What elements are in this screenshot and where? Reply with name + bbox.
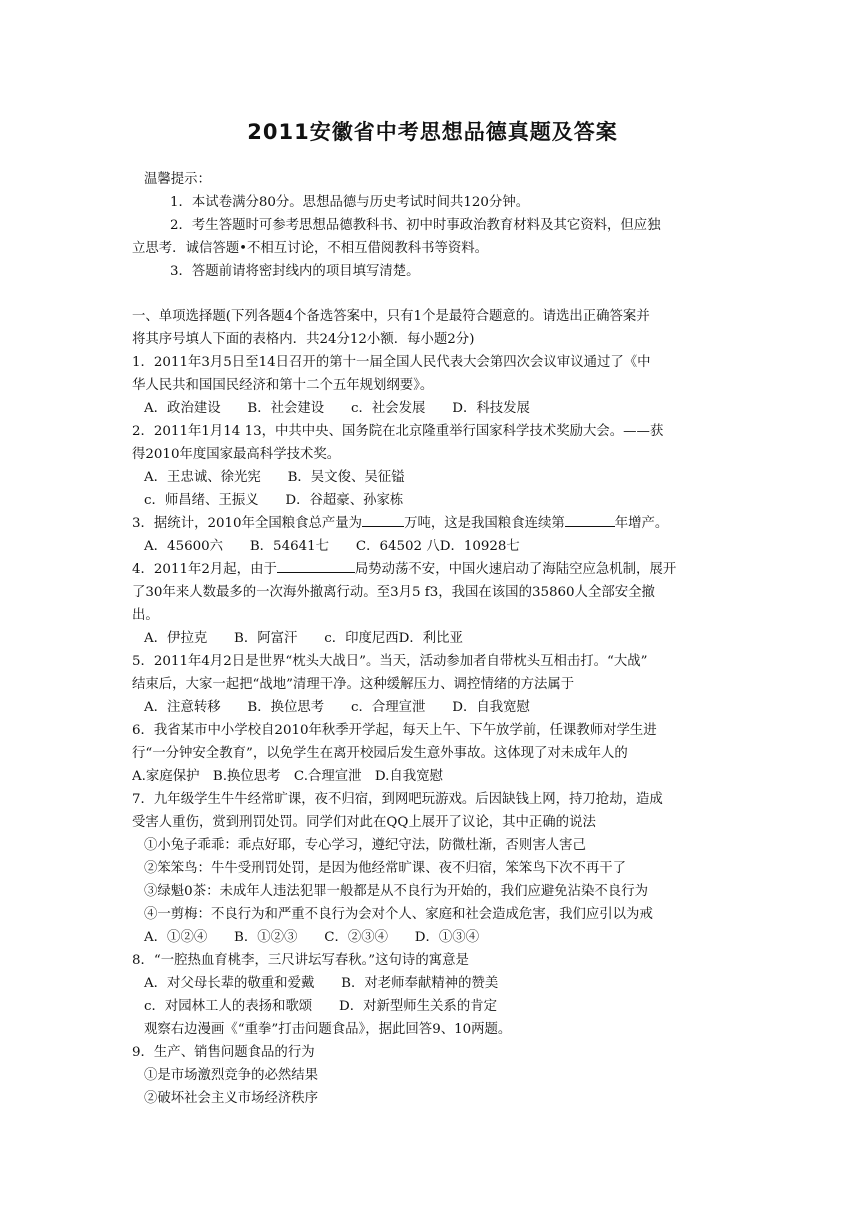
question-7-stem-b: 受害人重伤，赏到刑罚处罚。同学们对此在QQ上展开了议论，其中正确的说法 [132,815,596,830]
question-7-statement-1: ①小兔子乖乖：乖点好耶，专心学习，遵纪守法，防微杜渐，否则害人害己 [144,838,586,853]
question-3-stem-post: 年增产。 [614,516,669,531]
question-4-stem-c: 出。 [132,608,159,623]
question-2-stem-a: 2．2011年1月14 13，中共中央、国务院在北京隆重举行国家科学技术奖励大会。——获 [132,424,664,439]
question-7-statement-4: ④一剪梅：不良行为和严重不良行为会对个人、家庭和社会造成危害，我们应引以为戒 [144,907,653,922]
question-6-stem-b: 行“一分钟安全教育”，以免学生在离开校园后发生意外事故。这体现了对未成年人的 [132,746,628,761]
question-7-statement-2: ②笨笨鸟：牛牛受刑罚处罚，是因为他经常旷课、夜不归宿，笨笨鸟下次不再干了 [144,861,627,876]
question-9-statement-2: ②破坏社会主义市场经济秩序 [144,1091,319,1106]
question-3-stem-mid: 万吨，这是我国粮食连续第 [404,516,565,531]
answer-blank [362,526,404,527]
question-4-options: A．伊拉克 B．阿富汗 c．印度尼西D．利比亚 [144,631,463,646]
question-5-options: A．注意转移 B．换位思考 c．合理宣泄 D．自我宽慰 [144,700,530,715]
answer-blank [565,526,615,527]
question-4-stem-b: 了30年来人数最多的一次海外撤离行动。至3月5 f3，我国在该国的35860人全部安全撤 [132,585,655,600]
question-6-options: A.家庭保护 B.换位思考 C.合理宣泄 D.自我宽慰 [132,769,443,784]
document-title: 2011安徽省中考思想品德真题及答案 [247,120,618,144]
cartoon-intro: 观察右边漫画《“重拳”打击问题食品》，据此回答9、10两题。 [144,1022,512,1037]
question-5-stem-a: 5．2011年4月2日是世界“枕头大战日”。当天，活动参加者自带枕头互相击打。“大战” [132,654,648,669]
document-body [132,168,742,1110]
question-7-statement-3: ③绿魁0茶：未成年人违法犯罪一般都是从不良行为开始的，我们应避免沾染不良行为 [144,884,648,899]
question-2-options-1: A．王忠诚、徐光宪 B．吴文俊、吴征镒 [144,470,405,485]
question-1-stem-a: 1．2011年3月5日至14日召开的第十一届全国人民代表大会第四次会议审议通过了《中 [132,355,651,370]
question-4-stem-pre: 4．2011年2月起，由于 [132,562,277,577]
notice-item-3: 3．答题前请将密封线内的项目填写清楚。 [170,264,420,279]
section-heading-b: 将其序号填人下面的表格内．共24分12小额．每小题2分) [132,332,475,347]
section-gap [132,283,742,305]
question-3-stem [132,512,742,535]
question-3-stem-pre: 3．据统计，2010年全国粮食总产量为 [132,516,363,531]
notice-heading: 温馨提示： [144,172,211,187]
answer-blank [277,572,355,573]
question-8-stem: 8．“一腔热血育桃李，三尺讲坛写春秋。”这句诗的寓意是 [132,953,469,968]
question-8-options-2: c．对园林工人的表扬和歌颂 D．对新型师生关系的肯定 [144,999,497,1014]
question-6-stem-a: 6．我省某市中小学校自2010年秋季开学起，每天上午、下午放学前，任课教师对学生进 [132,723,657,738]
notice-item-1: 1．本试卷满分80分。思想品德与历史考试时间共120分钟。 [170,195,530,210]
question-3-options: A．45600六 B．54641七 C．64502 八D．10928七 [144,539,520,554]
question-8-options-1: A．对父母长辈的敬重和爱戴 B．对老师奉献精神的赞美 [144,976,499,991]
question-4-stem-a [132,558,742,581]
question-1-stem-b: 华人民共和国国民经济和第十二个五年规划纲要》。 [132,378,434,393]
question-9-stem: 9．生产、销售问题食品的行为 [132,1045,315,1060]
question-7-stem-a: 7．九年级学生牛牛经常旷课，夜不归宿，到网吧玩游戏。后因缺钱上网，持刀抢劫，造成 [132,792,663,807]
section-heading-a: 一、单项选择题(下列各题4个备选答案中，只有1个是最符合题意的。请选出正确答案并 [132,309,650,324]
notice-item-2a: 2．考生答题时可参考思想品德教科书、初中时事政治教育材料及其它资料，但应独 [170,218,661,233]
question-2-options-2: c．师昌绪、王振义 D．谷超豪、孙家栋 [144,493,404,508]
notice-item-2b: 立思考．诚信答题•不相互讨论，不相互借阅教科书等资料。 [132,241,489,256]
question-2-stem-b: 得2010年度国家最高科学技术奖。 [132,447,341,462]
question-5-stem-b: 结束后，大家一起把“战地”清理干净。这种缓解压力、调控情绪的方法属于 [132,677,575,692]
question-4-stem-post: 局势动荡不安，中国火速启动了海陆空应急机制，展开 [354,562,677,577]
question-7-options: A．①②④ B．①②③ C．②③④ D．①③④ [144,930,480,945]
question-1-options: A．政治建设 B．社会建设 c．社会发展 D．科技发展 [144,401,530,416]
question-9-statement-1: ①是市场激烈竞争的必然结果 [144,1068,319,1083]
